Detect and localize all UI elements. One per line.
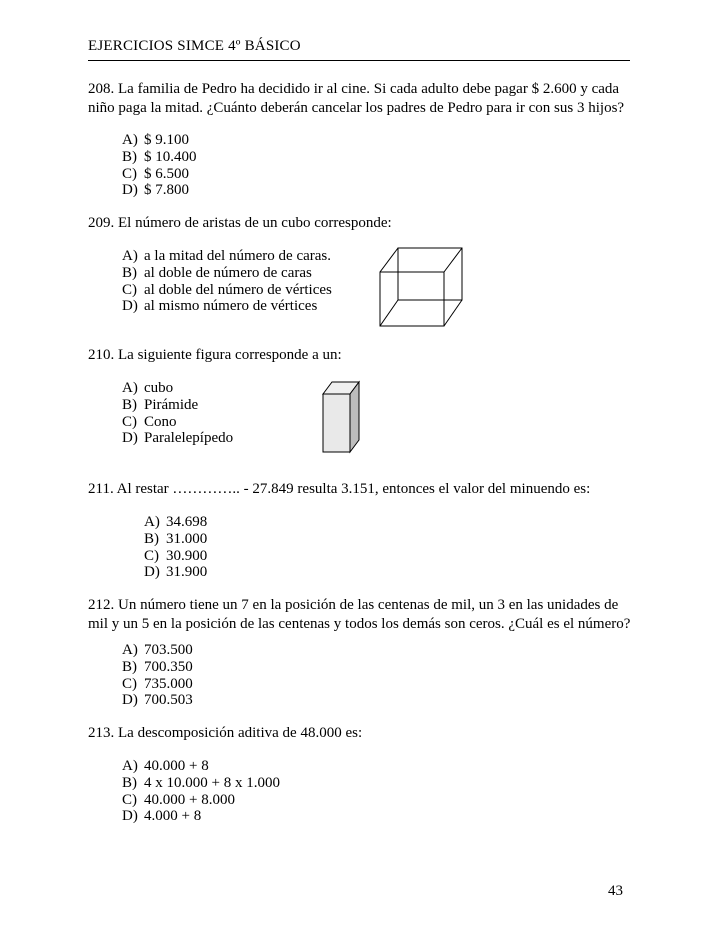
options-211 <box>144 514 207 581</box>
options-209 <box>122 248 332 315</box>
question-208: 208. La familia de Pedro ha decidido ir al cine. Si cada adulto debe pagar $ 2.600 y cada niño paga la mitad. ¿Cuánto deberán cancelar los padres de Pedro para ir con sus 3 hijos? <box>88 81 625 116</box>
option-212-a: A) 703.500 <box>122 642 193 658</box>
option-209-a: A) a la mitad del número de caras. <box>122 248 332 264</box>
option-208-a: A) $ 9.100 <box>122 132 189 148</box>
cube-wireframe-figure <box>378 244 468 330</box>
option-213-d: D) 4.000 + 8 <box>122 808 202 825</box>
prism-figure <box>320 378 362 454</box>
option-213-b: B) 4 x 10.000 + 8 x 1.000 <box>122 774 280 791</box>
option-208-b: B) $ 10.400 <box>122 148 197 165</box>
option-210-c: C) Cono <box>122 413 177 430</box>
option-211-d: D) 31.900 <box>144 564 208 581</box>
question-209: 209. El número de aristas de un cubo corresponde: <box>88 215 392 231</box>
option-210-b: B) Pirámide <box>122 396 199 413</box>
question-213: 213. La descomposición aditiva de 48.000 es: <box>88 725 363 741</box>
option-208-c: C) $ 6.500 <box>122 165 189 182</box>
option-213-c: C) 40.000 + 8.000 <box>122 791 235 808</box>
option-209-d: D) al mismo número de vértices <box>122 298 318 315</box>
question-210: 210. La siguiente figura corresponde a un: <box>88 347 342 363</box>
option-211-b: B) 31.000 <box>144 530 208 547</box>
option-209-c: C) al doble del número de vértices <box>122 281 332 298</box>
option-212-c: C) 735.000 <box>122 675 193 692</box>
options-210 <box>122 380 233 447</box>
options-208 <box>122 132 197 199</box>
option-213-a: A) 40.000 + 8 <box>122 758 209 774</box>
option-212-b: B) 700.350 <box>122 658 193 675</box>
header-rule <box>88 60 630 61</box>
page-number: 43 <box>608 883 623 899</box>
option-210-d: D) Paralelepípedo <box>122 430 234 447</box>
option-210-a: A) cubo <box>122 380 174 396</box>
question-211: 211. Al restar ………….. - 27.849 resulta 3.151, entonces el valor del minuendo es: <box>88 481 591 497</box>
page-header: EJERCICIOS SIMCE 4º BÁSICO <box>88 38 301 54</box>
option-211-c: C) 30.900 <box>144 547 208 564</box>
options-213 <box>122 758 280 825</box>
options-212 <box>122 642 193 709</box>
question-212: 212. Un número tiene un 7 en la posición de las centenas de mil, un 3 en las unidades de mil y un 5 en la posición de las centenas y todos los demás son ceros. ¿Cuál es el número? <box>88 597 631 632</box>
option-208-d: D) $ 7.800 <box>122 182 189 199</box>
option-211-a: A) 34.698 <box>144 514 208 530</box>
option-209-b: B) al doble de número de caras <box>122 264 312 281</box>
option-212-d: D) 700.503 <box>122 692 193 709</box>
